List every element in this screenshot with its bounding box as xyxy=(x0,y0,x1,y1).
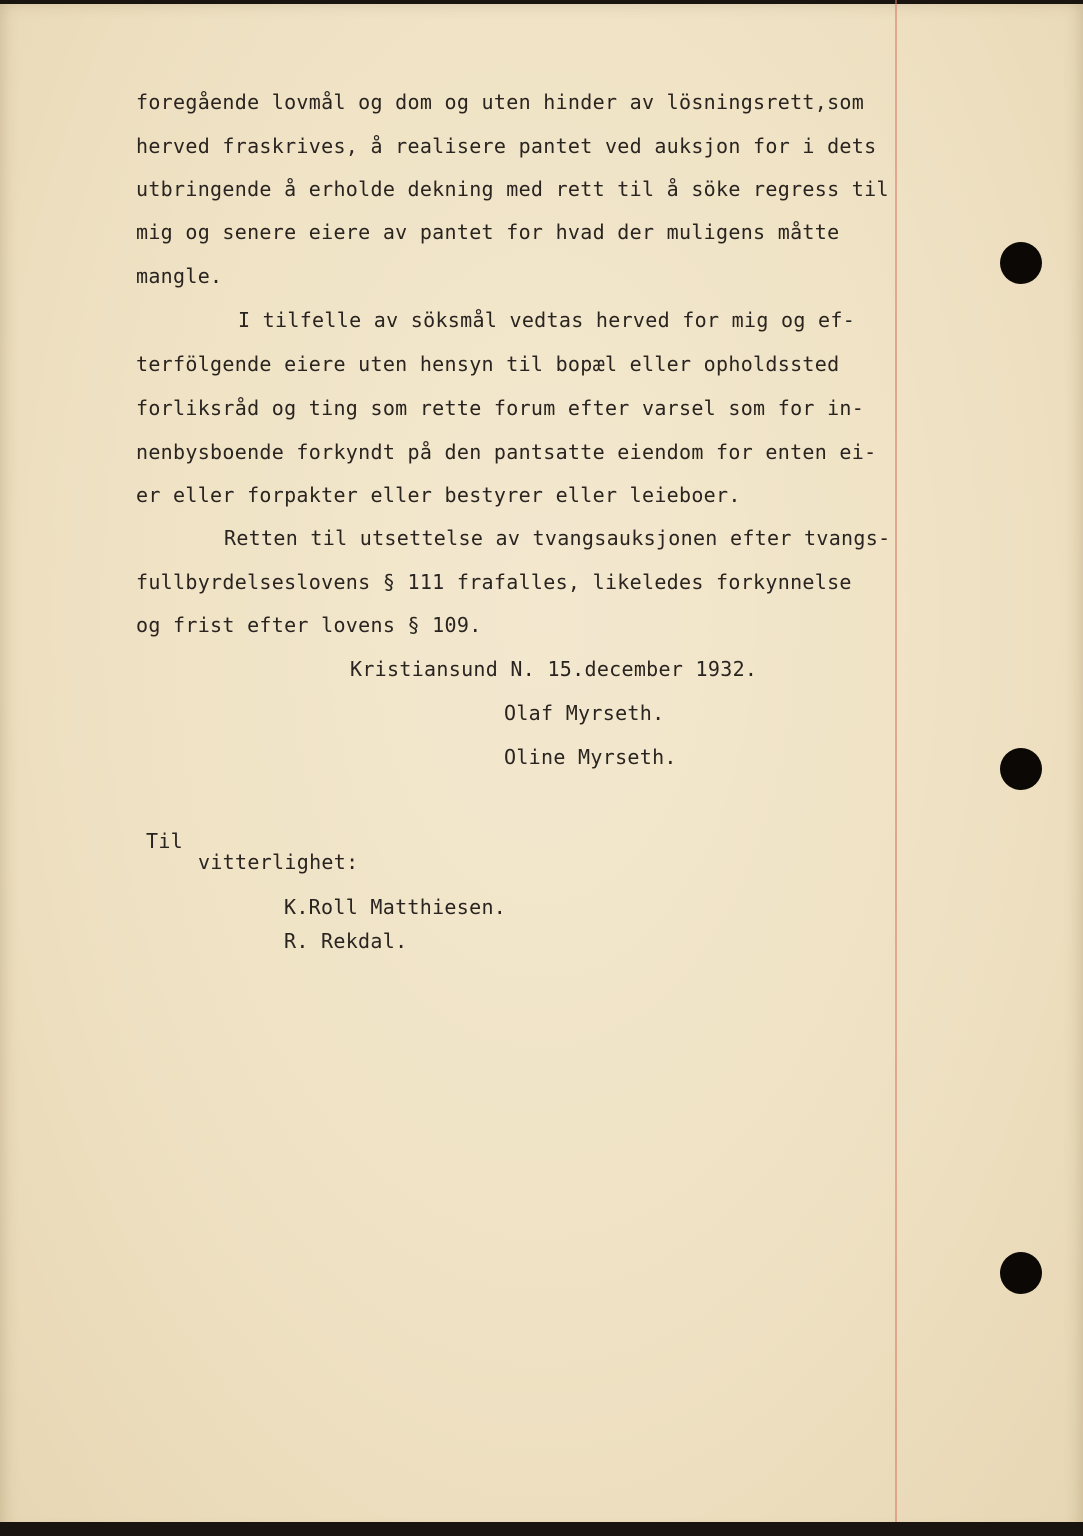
witness-label: Til xyxy=(146,829,184,853)
signatory: Olaf Myrseth. xyxy=(504,701,665,725)
signatory: Oline Myrseth. xyxy=(504,745,677,769)
scan-top-edge xyxy=(0,0,1083,4)
body-line: Retten til utsettelse av tvangsauksjonen efter tvangs- xyxy=(224,526,891,550)
punch-hole xyxy=(1000,1252,1042,1294)
body-line: herved fraskrives, å realisere pantet ved auksjon for i dets xyxy=(136,134,877,158)
punch-hole xyxy=(1000,748,1042,790)
body-line: utbringende å erholde dekning med rett til å söke regress til xyxy=(136,177,889,201)
body-line: mig og senere eiere av pantet for hvad der muligens måtte xyxy=(136,220,840,244)
body-line: terfölgende eiere uten hensyn til bopæl eller opholdssted xyxy=(136,352,840,376)
witness-name: R. Rekdal. xyxy=(284,929,408,953)
body-line: fullbyrdelseslovens § 111 frafalles, likeledes forkynnelse xyxy=(136,570,852,594)
body-line: I tilfelle av söksmål vedtas herved for mig og ef- xyxy=(238,308,856,332)
body-line: og frist efter lovens § 109. xyxy=(136,613,482,637)
body-line: nenbysboende forkyndt på den pantsatte eiendom for enten ei- xyxy=(136,440,877,464)
date-line: Kristiansund N. 15.december 1932. xyxy=(350,657,758,681)
body-line: mangle. xyxy=(136,264,223,288)
margin-line xyxy=(895,0,897,1536)
scan-bottom-edge xyxy=(0,1522,1083,1536)
witness-name: K.Roll Matthiesen. xyxy=(284,895,507,919)
body-line: er eller forpakter eller bestyrer eller leieboer. xyxy=(136,483,741,507)
body-line: forliksråd og ting som rette forum efter varsel som for in- xyxy=(136,396,865,420)
witness-label: vitterlighet: xyxy=(198,850,359,874)
body-line: foregående lovmål og dom og uten hinder av lösningsrett,som xyxy=(136,90,865,114)
punch-hole xyxy=(1000,242,1042,284)
